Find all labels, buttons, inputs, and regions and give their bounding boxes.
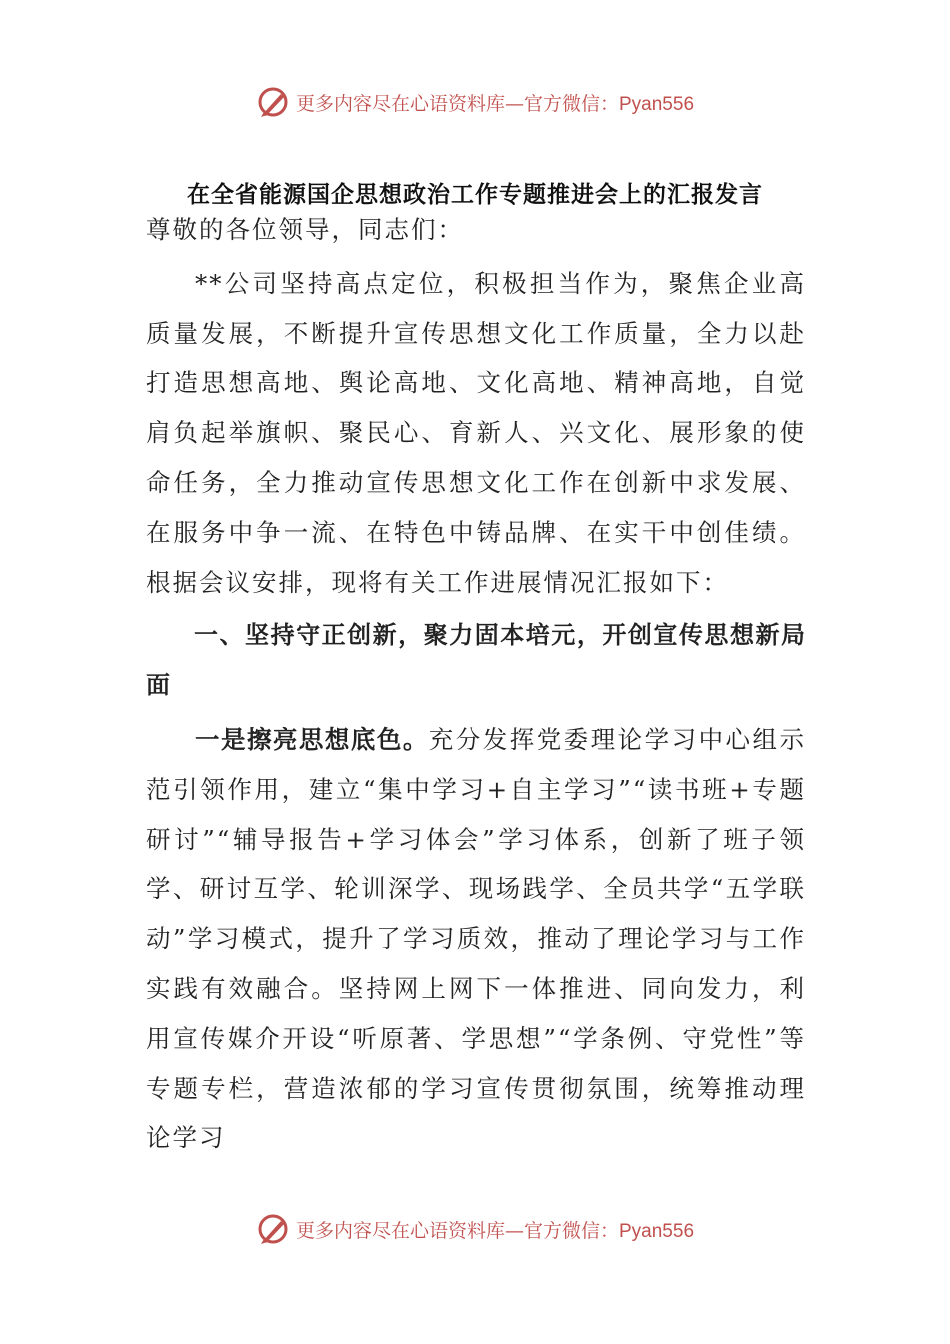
watermark-text: 更多内容尽在心语资料库—官方微信：Pyan556 xyxy=(295,92,695,115)
watermark-banner-top xyxy=(0,82,950,122)
section-heading-1: 一、坚持守正创新，聚力固本培元，开创宣传思想新局面 xyxy=(146,621,806,700)
pen-circle-logo-icon xyxy=(256,1212,290,1246)
paragraph-1-body: 充分发挥党委理论学习中心组示范引领作用，建立“集中学习+自主学习”“读书班+专题研讨”“辅导报告+学习体会”学习体系，创新了班子领学、研讨互学、轮训深学、现场践学、全员共学“五学联动”学习模式，提升了学习质效，推动了理论学习与工作实践有效融合。坚持网上网下一体推进、同向发力，利用宣传媒介开设“听原著、学思想”“学条例、守党性”等专题专栏，营造浓郁的学习宣传贯彻氛围，统筹推动理论学习 xyxy=(146,724,806,1153)
watermark-text: 更多内容尽在心语资料库—官方微信：Pyan556 xyxy=(295,1219,695,1242)
intro-paragraph: **公司坚持高点定位，积极担当作为，聚焦企业高质量发展，不断提升宣传思想文化工作质量，全力以赴打造思想高地、舆论高地、文化高地、精神高地，自觉肩负起举旗帜、聚民心、育新人、兴文化、展形象的使命任务，全力推动宣传思想文化工作在创新中求发展、在服务中争一流、在特色中铸品牌、在实干中创佳绩。根据会议安排，现将有关工作进展情况汇报如下： xyxy=(146,268,806,597)
salutation: 尊敬的各位领导，同志们： xyxy=(146,215,464,244)
paragraph-1 xyxy=(146,715,806,1163)
watermark-banner-bottom xyxy=(0,1209,950,1249)
paragraph-1-lead: 一是擦亮思想底色。 xyxy=(195,724,429,754)
document-body xyxy=(146,205,806,1167)
pen-circle-logo-icon xyxy=(256,85,290,119)
document-title: 在全省能源国企思想政治工作专题推进会上的汇报发言 xyxy=(187,181,763,208)
